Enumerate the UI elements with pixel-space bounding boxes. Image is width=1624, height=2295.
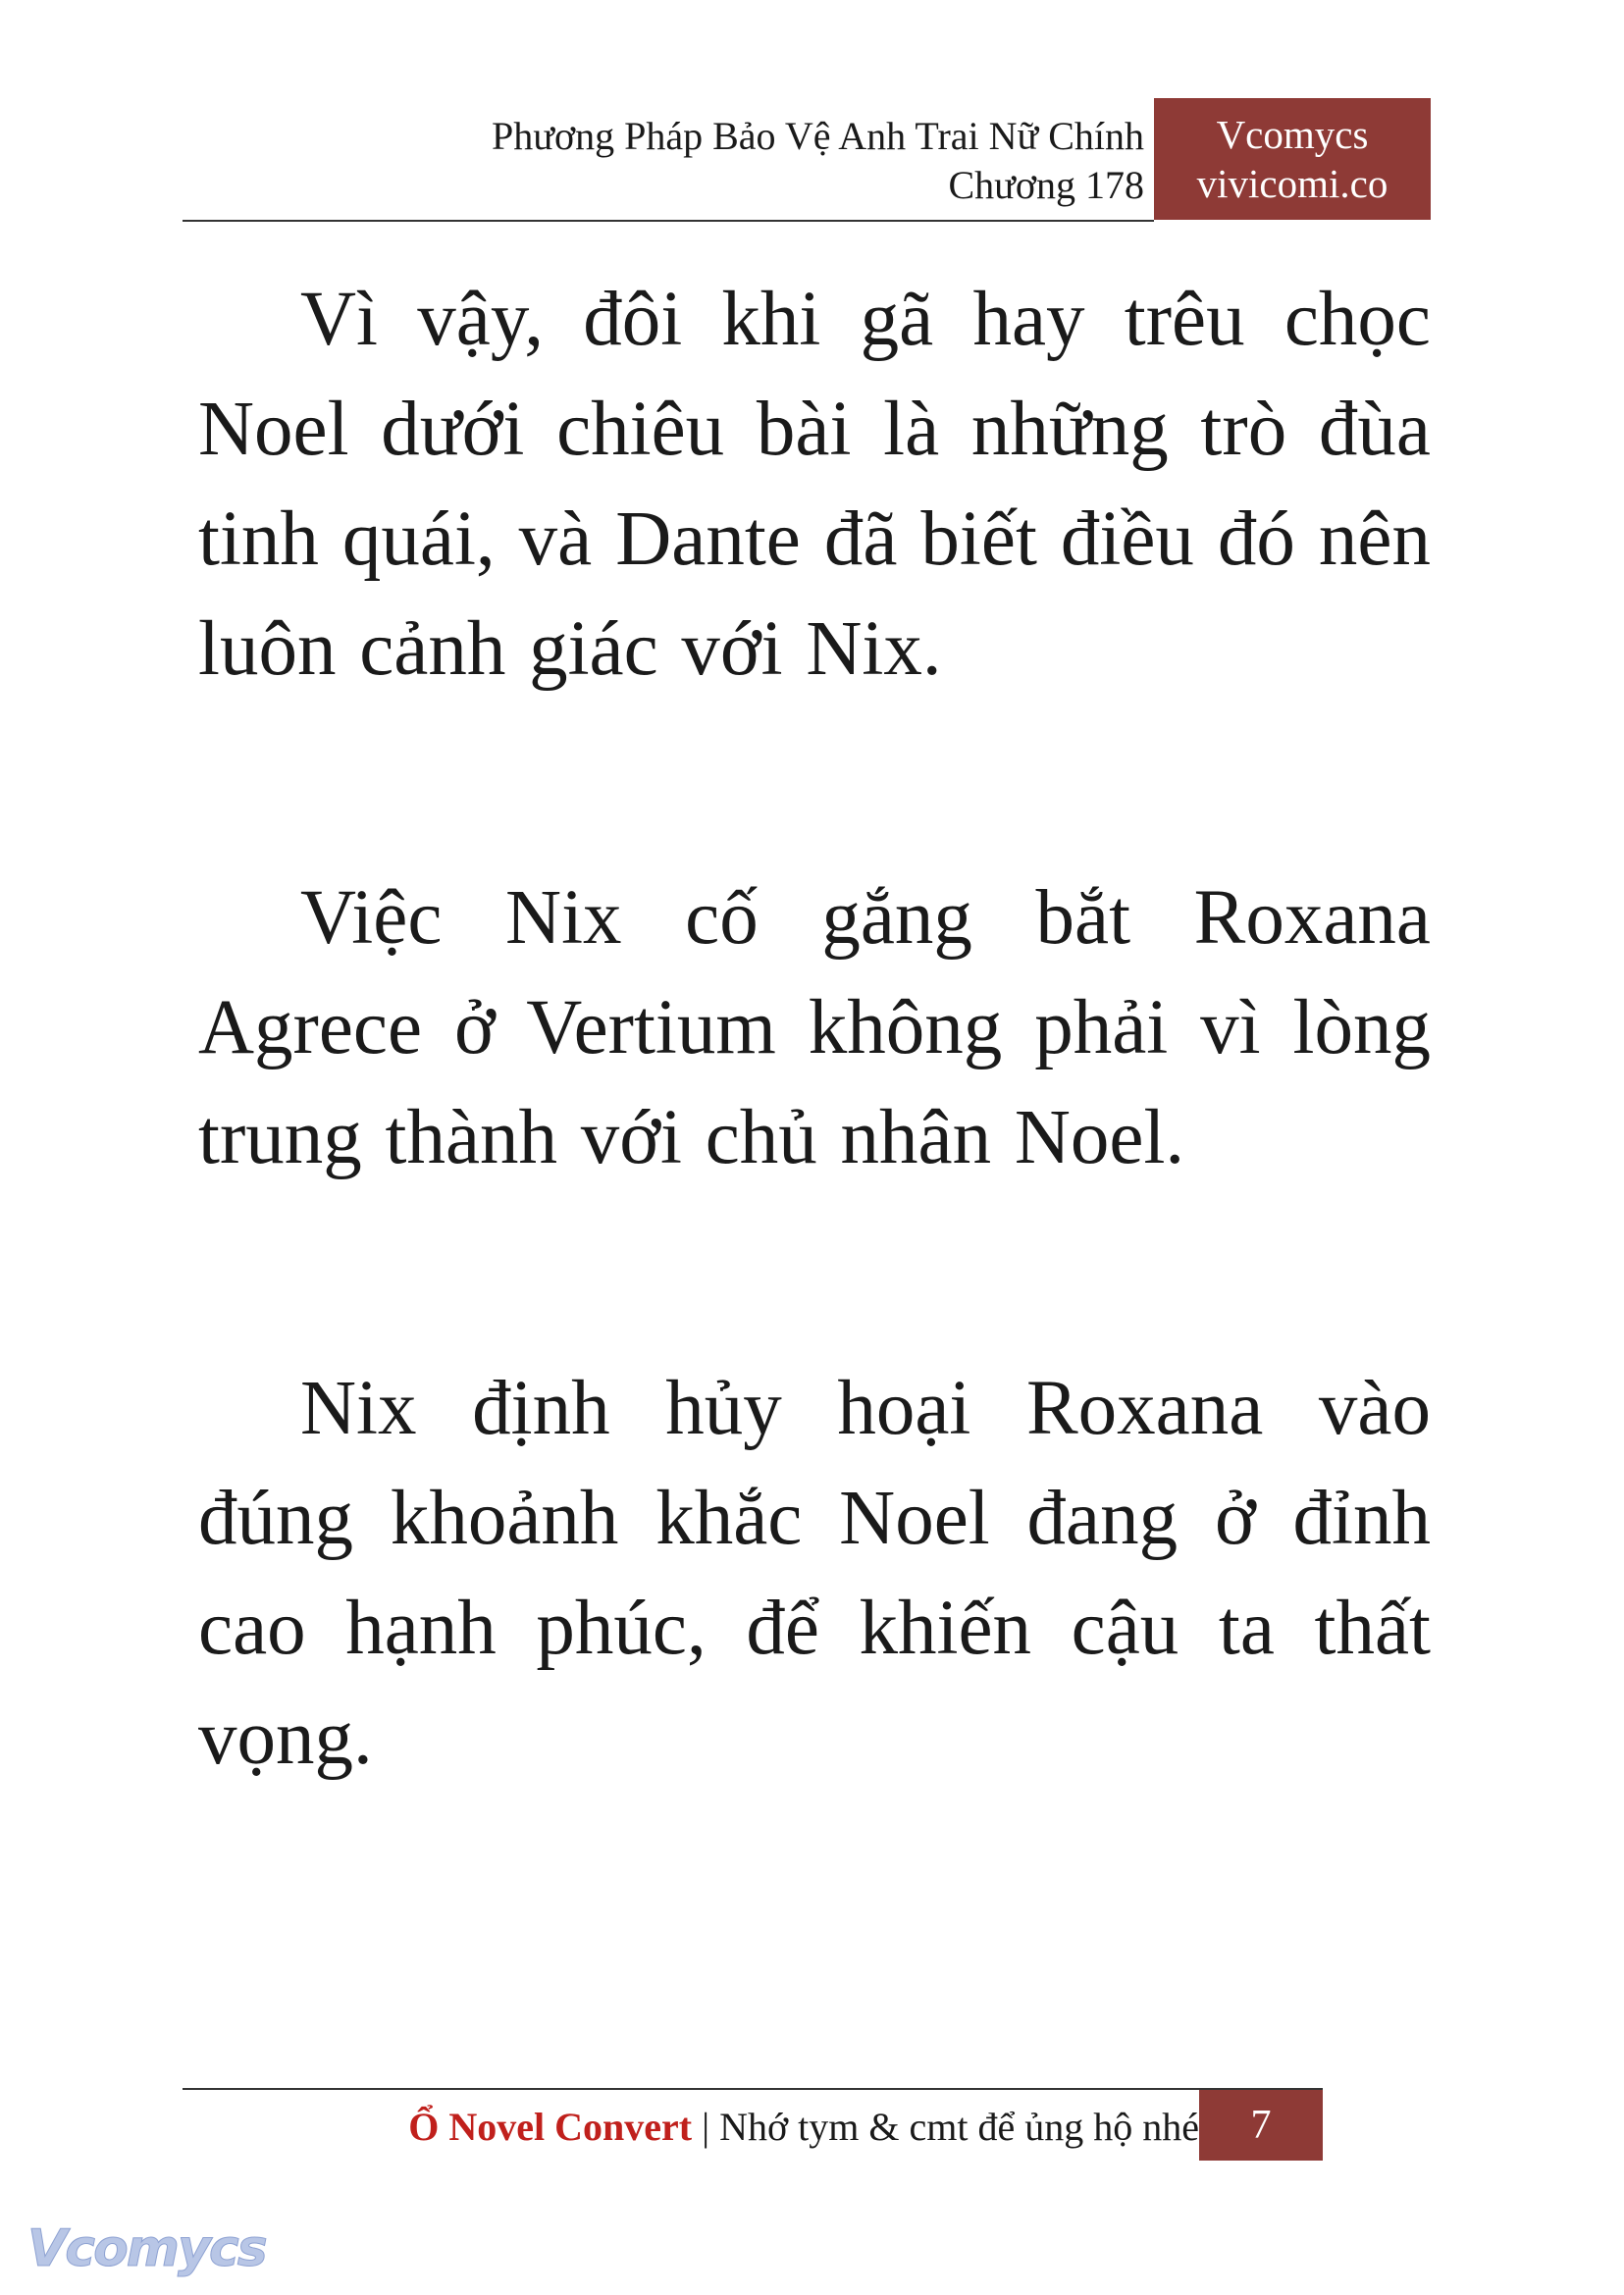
footer-separator: | (702, 2105, 710, 2149)
paragraph: Vì vậy, đôi khi gã hay trêu chọc Noel dưới chiêu bài là những trò đùa tinh quái, và Dante đã biết điều đó nên luôn cảnh giác với Nix. (198, 277, 1431, 692)
header-divider (183, 220, 1154, 222)
footer-message: Nhớ tym & cmt để ủng hộ nhé (719, 2105, 1199, 2149)
footer-text (408, 2100, 1199, 2155)
chapter-label: Chương 178 (948, 163, 1144, 207)
book-title: Phương Pháp Bảo Vệ Anh Trai Nữ Chính (492, 114, 1144, 158)
watermark-logo (27, 2219, 266, 2278)
page-footer (183, 2090, 1323, 2161)
site-name: Vcomycs (1216, 112, 1369, 157)
site-url: vivicomi.co (1196, 161, 1388, 206)
chapter-content (198, 265, 1431, 1794)
footer-brand: Ổ Novel Convert (408, 2105, 693, 2149)
site-badge (1154, 98, 1431, 220)
watermark-text: Vcomycs (27, 2219, 266, 2278)
page-header (183, 98, 1431, 222)
paragraph: Việc Nix cố gắng bắt Roxana Agrece ở Vertium không phải vì lòng trung thành với chủ nhân Noel. (198, 875, 1431, 1180)
paragraph: Nix định hủy hoại Roxana vào đúng khoảnh khắc Noel đang ở đỉnh cao hạnh phúc, để khiến cậu ta thất vọng. (198, 1366, 1431, 1781)
header-title-block (492, 112, 1144, 210)
page-number: 7 (1199, 2090, 1323, 2161)
